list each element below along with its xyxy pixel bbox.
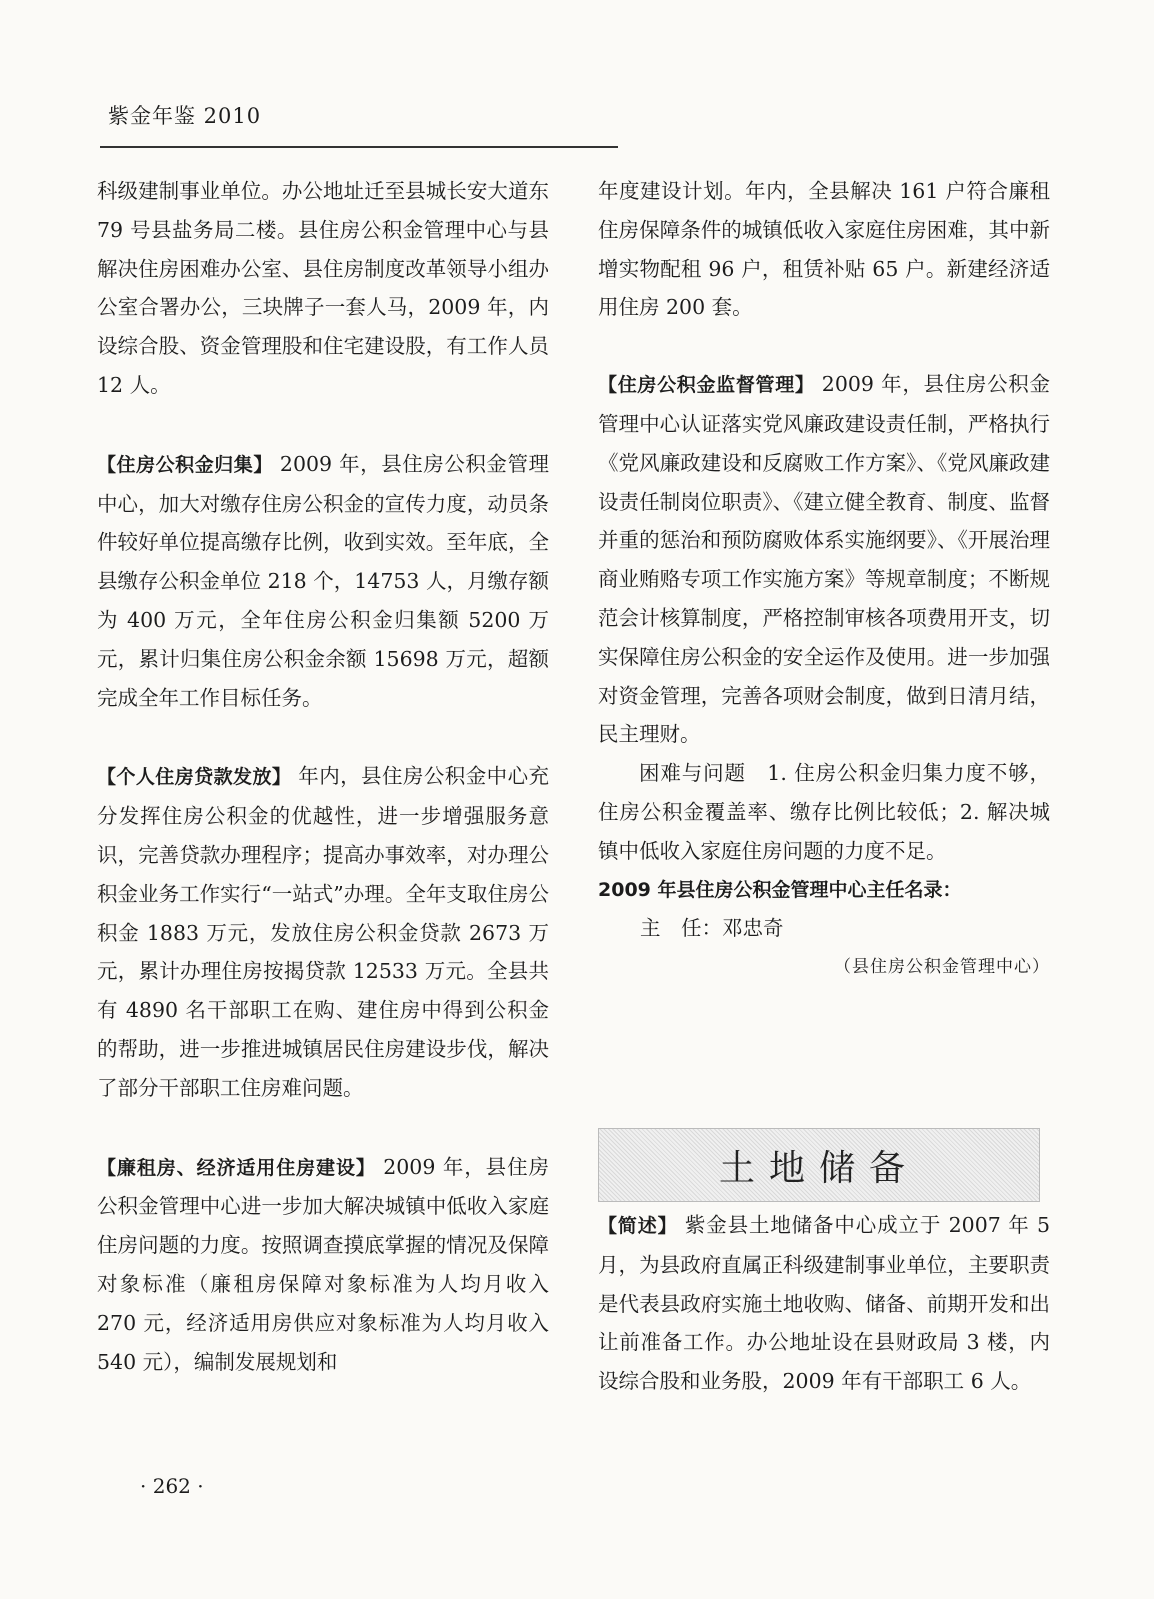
- section-title: 【住房公积金归集】: [97, 453, 273, 476]
- section-text: 年内，县住房公积金中心充分发挥住房公积金的优越性，进一步增强服务意识，完善贷款办理程序；提高办事效率，对办理公积金业务工作实行“一站式”办理。全年支取住房公积金 1883 万元，发放住房公积金贷款 2673 万元，累计办理住房按揭贷款 12533 万元。全县共有 4890 名干部职工在购、建住房中得到公积金的帮助，进一步推进城镇居民住房建设步伐，解决了部分干部职工住房难问题。: [97, 764, 549, 1100]
- continued-paragraph: 年度建设计划。年内，全县解决 161 户符合廉租住房保障条件的城镇低收入家庭住房困难，其中新增实物配租 96 户，租赁补贴 65 户。新建经济适用住房 200 套。: [598, 179, 1050, 320]
- problems-paragraph: 困难与问题 1. 住房公积金归集力度不够，住房公积金覆盖率、缴存比例比较低；2. 解决城镇中低收入家庭住房问题的力度不足。: [598, 761, 1050, 863]
- section-text: 2009 年，县住房公积金管理中心进一步加大解决城镇中低收入家庭住房问题的力度。按照调查摸底掌握的情况及保障对象标准（廉租房保障对象标准为人均月收入 270 元，经济适用房供应对象标准为人均月收入 540 元），编制发展规划和: [97, 1154, 549, 1374]
- section-title: 【廉租房、经济适用住房建设】: [97, 1156, 376, 1179]
- running-header: 紫金年鉴 2010: [108, 104, 262, 128]
- header-rule: [100, 146, 618, 148]
- roster-title: 2009 年县住房公积金管理中心主任名录：: [598, 878, 962, 901]
- section-text: 2009 年，县住房公积金管理中心，加大对缴存住房公积金的宣传力度，动员条件较好单位提高缴存比例，收到实效。至年底，全县缴存公积金单位 218 个，14753 人，月缴存额为 400 万元，全年住房公积金归集额 5200 万元，累计归集住房公积金余额 15698 万元，超额完成全年工作目标任务。: [97, 451, 549, 710]
- section-banner: [598, 1128, 1040, 1202]
- right-column-lower: [598, 1206, 1050, 1401]
- left-column: [97, 172, 549, 1381]
- section-title: 【个人住房贷款发放】: [97, 766, 292, 789]
- section-supervision: [598, 365, 1050, 754]
- banner-title: 土地储备: [718, 1147, 919, 1189]
- section-title: 【简述】: [598, 1215, 678, 1237]
- intro-paragraph: 科级建制事业单位。办公地址迁至县城长安大道东 79 号县盐务局二楼。县住房公积金管理中心与县解决住房困难办公室、县住房制度改革领导小组办公室合署办公，三块牌子一套人马，2009 年，内设综合股、资金管理股和住宅建设股，有工作人员 12 人。: [97, 179, 549, 397]
- section-text: 紫金县土地储备中心成立于 2007 年 5 月，为县政府直属正科级建制事业单位，主要职责是代表县政府实施土地收购、储备、前期开发和出让前准备工作。办公地址设在县财政局 3 楼，内设综合股和业务股，2009 年有干部职工 6 人。: [598, 1213, 1050, 1394]
- roster-item: 主 任：邓忠奇: [640, 916, 784, 941]
- right-column: [598, 172, 1050, 987]
- section-overview: [598, 1206, 1050, 1401]
- source-note: （县住房公积金管理中心）: [834, 957, 1050, 978]
- section-title: 【住房公积金监督管理】: [598, 374, 815, 397]
- section-personal-loans: [97, 757, 549, 1107]
- section-text: 2009 年，县住房公积金管理中心认证落实党风廉政建设责任制，严格执行《党风廉政建设和反腐败工作方案》、《党风廉政建设责任制岗位职责》、《建立健全教育、制度、监督并重的惩治和预防腐败体系实施纲要》、《开展治理商业贿赂专项工作实施方案》等规章制度；不断规范会计核算制度，严格控制审核各项费用开支，切实保障住房公积金的安全运作及使用。进一步加强对资金管理，完善各项财会制度，做到日清月结，民主理财。: [598, 372, 1050, 747]
- page-number: · 262 ·: [140, 1474, 204, 1498]
- section-housing-fund-collection: [97, 445, 549, 718]
- section-low-rent-housing: [97, 1148, 549, 1382]
